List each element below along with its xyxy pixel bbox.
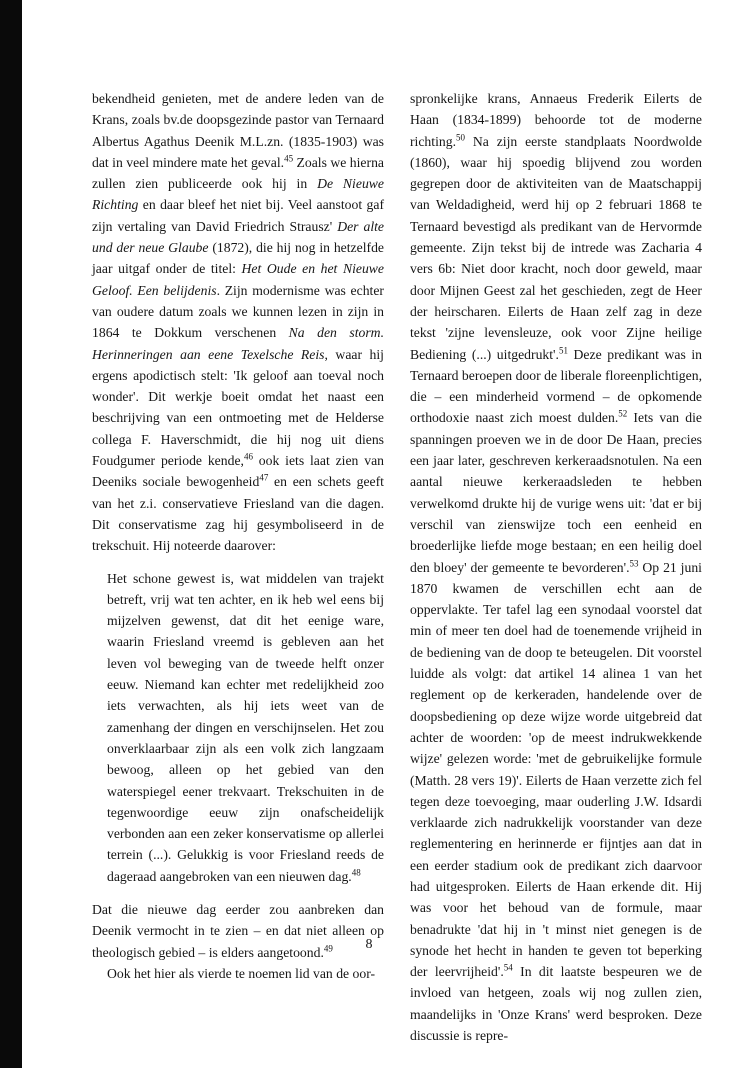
- text-run: In dit laatste bespeuren we de invloed van hetgeen, zoals wij nog zullen zien, maandelijks in 'Onze Krans' werd besproken. Deze discussie is repre-: [410, 964, 702, 1044]
- text-run: Deze predikant was in Ternaard beroepen door de liberale floreenplichtigen, die – een minderheid vormend – de opkomende orthodoxie naast zich moest dulden.: [410, 346, 702, 426]
- text-run: ook iets laat zien van Deeniks sociale bewogenheid: [92, 453, 384, 490]
- italic-title: Der alte und der neue Glaube: [92, 218, 384, 256]
- text-run: Iets van die spanningen proeven we in de door De Haan, precies een jaar later, geschreven kerkeraadsnotulen. Na een aantal nieuwe kerkeraadsleden te hebben verwelkomd drukte hij de vurige wens uit: 'dat er bij verschil van zienswijze toch een eenheid en broederlijke liefde moge bestaan; en een heilig doel den bloey' der gemeente te bevorderen'.: [410, 410, 703, 575]
- footnote-ref: 45: [284, 153, 294, 164]
- footnote-ref: 53: [629, 557, 639, 568]
- footnote-ref: 47: [259, 472, 269, 483]
- text-run: . Zijn modernisme was echter van oudere datum zoals we kunnen lezen in zijn in 1864 te Dokkum verschenen: [92, 282, 384, 341]
- paragraph: [92, 963, 384, 984]
- italic-title: Na den storm. Herinneringen aan eene Texelsche Reis: [92, 325, 384, 362]
- text-run: Het schone gewest is, wat middelen van trajekt betreft, vrij wat ten achter, en ik heb wel eens bij mijzelven gewenst, dat dit het eenige ware, waarin Friesland vreemd is gebleven aan het leven vol beweging van de tweede helft onzer eeuw. Niemand kan echter met redelijkheid zoo iets verwachten, als hij iets weet van de zamenhang der dingen en verschijnselen. Het zou onverklaarbaar zijn als een volk zich langzaam bewoog, alleen op het gebied van den waterspiegel eener trekvaart. Trekschuiten in de tegenwoordige eeuw zijn onafscheidelijk verbonden aan een zeker konservatisme op allerlei terrein (...). Gelukkig is voor Friesland reeds de dageraad aangebroken van een nieuwen dag.: [107, 570, 384, 884]
- paragraph: [410, 88, 702, 1046]
- page-number: 8: [365, 937, 373, 952]
- text-run: spronkelijke krans, Annaeus Frederik Eilerts de Haan (1834-1899) behoorde tot de moderne richting.: [410, 91, 702, 149]
- scan-edge-bar: [0, 0, 22, 1068]
- text-run: en een schets geeft van het z.i. conservatieve Friesland van die dagen. Dit conservatisme zag hij gesymboliseerd in de trekschuit. Hij noteerde daarover:: [92, 474, 384, 554]
- text-run: Zoals we hierna zullen zien publiceerde ook hij in: [92, 154, 384, 192]
- text-run: , waar hij ergens apodictisch stelt: 'Ik geloof aan toeval noch wonder'. Dit werkje boeit omdat het naast een beschrijving van een ontmoeting met de Helderse collega F. Haverschmidt, die hij nog uit diens Foudgumer periode kende,: [92, 346, 384, 469]
- footnote-ref: 46: [243, 451, 253, 462]
- right-column: [410, 88, 702, 1046]
- text-run: Ook het hier als vierde te noemen lid van de oor-: [107, 965, 376, 981]
- footnote-ref: 49: [323, 943, 333, 954]
- block-quote: [107, 568, 384, 887]
- paragraph: [92, 899, 384, 963]
- text-run: (1872), die hij nog in hetzelfde jaar uitgaf onder de titel:: [92, 240, 384, 277]
- text-run: bekendheid genieten, met de andere leden van de Krans, zoals bv.de doopsgezinde pastor van Ternaard Albertus Agathus Deenik M.L.zn. (1835-1903) was dat in veel mindere mate het geval.: [92, 91, 384, 170]
- footnote-ref: 48: [351, 867, 361, 878]
- italic-title: De Nieuwe Richting: [92, 176, 384, 213]
- footnote-ref: 51: [558, 345, 568, 355]
- text-run: Op 21 juni 1870 kwamen de verschillen echt aan de oppervlakte. Ter tafel lag een synodaal voorstel dat min of meer ten doel had de toenemende vrijheid in de bediening van de doop te beteugelen. Dit voorstel luidde als volgt: dat artikel 14 alinea 1 van het reglement op de kerkeraden, handelende over de doopsbediening op deze wijze worde uitgebreid dat achter de woorden: 'op de meest indrukwekkende wijze' gelezen worde: 'met de gebruikelijke formule (Matth. 28 vers 19)'. Eilerts de Haan verzette zich fel tegen deze toevoeging, maar ouderling J.W. Idsardi verklaarde zich nadrukkelijk voorstander van deze reglementering en herinnerde er fijntjes aan dat in een eerder stadium ook de predikant zich daarvoor had uitgesproken. Eilerts de Haan erkende dit. Hij was voor het behoud van de formule, maar benadrukte 'dat hij in 't minst niet genegen is de synode het hecht in handen te geven tot beperking der leervrijheid'.: [410, 559, 702, 980]
- footnote-ref: 54: [503, 962, 513, 973]
- italic-title: Het Oude en het Nieuwe Geloof. Een belijdenis: [92, 261, 384, 298]
- paragraph: [92, 88, 384, 557]
- text-run: en daar bleef het niet bij. Veel aanstoot gaf zijn vertaling van David Friedrich Strausz': [92, 197, 384, 234]
- text-run: Na zijn eerste standplaats Noordwolde (1860), waar hij spoedig blijvend zou worden gegrepen door de aktiviteiten van de Maatschappij van Weldadigheid, werd hij op 2 februari 1868 te Ternaard bevestigd als predikant van de Hervormde gemeente. Zijn tekst bij de intrede was Zacharia 4 vers 6b: Niet door kracht, noch door geweld, maar door Mijnen Geest zal het geschieden, zegt de Heer der heirscharen. Eilerts de Haan zelf zag in deze tekst 'zijne levensleuze, ook voor Zijne heilige Bediening (...) uitgedrukt'.: [410, 133, 702, 362]
- text-run: Dat die nieuwe dag eerder zou aanbreken dan Deenik vermocht in te zien – en dat niet alleen op theologisch gebied – is elders aangetoond.: [92, 901, 384, 960]
- quote-text: [107, 568, 384, 887]
- left-column: [92, 88, 384, 984]
- footnote-ref: 52: [618, 408, 628, 419]
- footnote-ref: 50: [456, 132, 465, 143]
